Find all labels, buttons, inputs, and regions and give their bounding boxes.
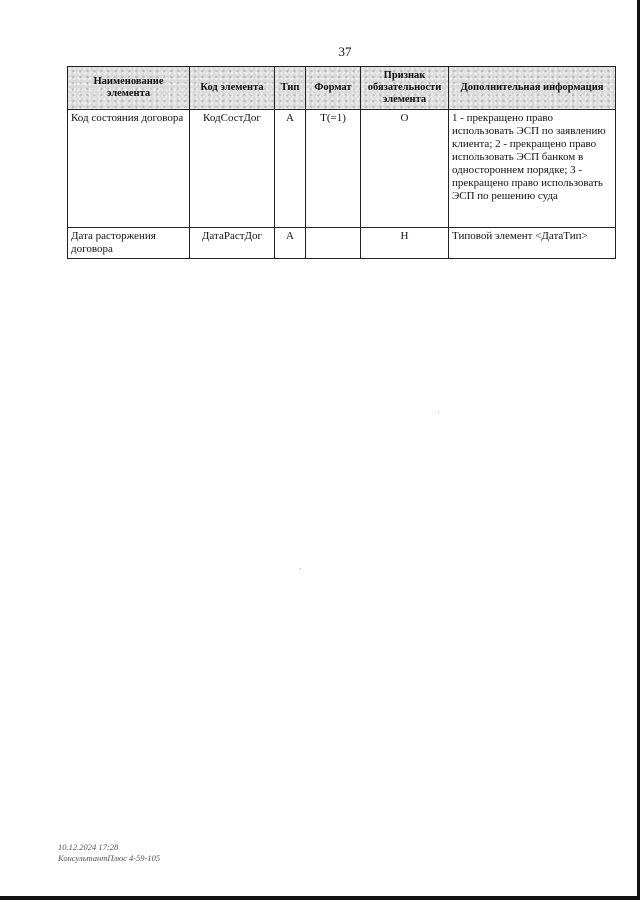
cell-additional-info: 1 - прекращено право использовать ЭСП по заявлению клиента; 2 - прекращено право использовать ЭСП банком в одностороннем порядке; 3 - прекращено право использовать ЭСП по решению суда — [449, 110, 616, 228]
table-header-row — [68, 67, 616, 110]
header-additional-info: Дополнительная информация — [449, 67, 616, 110]
cell-type: А — [275, 228, 306, 259]
scan-speck — [300, 568, 301, 569]
page-edge-bottom — [0, 896, 640, 900]
cell-additional-info: Типовой элемент <ДатаТип> — [449, 228, 616, 259]
cell-type: А — [275, 110, 306, 228]
header-element-name: Наименование элемента — [68, 67, 190, 110]
cell-format — [306, 228, 361, 259]
cell-format: Т(=1) — [306, 110, 361, 228]
header-format: Формат — [306, 67, 361, 110]
table-row — [68, 110, 616, 228]
header-required-flag: Признак обязательности элемента — [361, 67, 449, 110]
cell-element-name: Дата расторжения договора — [68, 228, 190, 259]
cell-element-code: ДатаРастДог — [190, 228, 275, 259]
header-type: Тип — [275, 67, 306, 110]
cell-element-code: КодСостДог — [190, 110, 275, 228]
cell-required-flag: О — [361, 110, 449, 228]
cell-required-flag: Н — [361, 228, 449, 259]
footer-stamp — [58, 842, 160, 864]
cell-element-name: Код состояния договора — [68, 110, 190, 228]
scan-speck — [438, 412, 439, 413]
footer-system-stamp: КонсультантПлюс 4-59-105 — [58, 853, 161, 863]
page-number: 37 — [338, 44, 352, 59]
element-spec-table — [67, 66, 616, 259]
footer-timestamp: 10.12.2024 17:28 — [58, 842, 119, 852]
table-row — [68, 228, 616, 259]
header-element-code: Код элемента — [190, 67, 275, 110]
